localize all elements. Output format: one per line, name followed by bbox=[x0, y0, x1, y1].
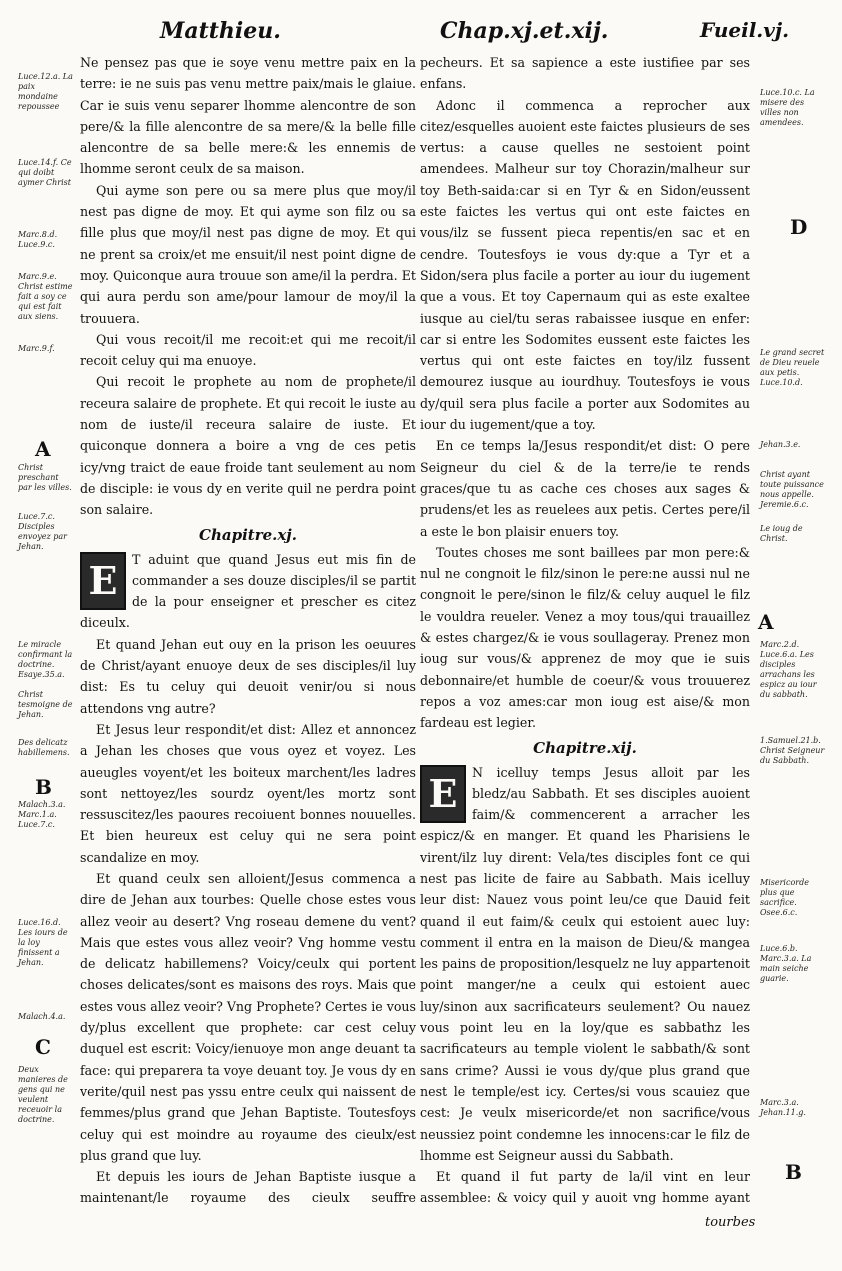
margin-note: Marc.9.e. Christ estime fait a soy ce qui est fait aux siens. bbox=[18, 272, 73, 321]
section-letter: B bbox=[785, 1160, 802, 1184]
running-head-chapter: Chap.xj.et.xij. bbox=[440, 18, 609, 44]
paragraph: Et depuis les iours de Jehan Baptiste iusque a maintenant/le royaume des cieulx seuffre bbox=[80, 1169, 416, 1206]
margin-note: Luce.16.d. Les iours de la loy finissent a Jehan. bbox=[18, 918, 68, 967]
decorated-initial: E bbox=[420, 765, 466, 823]
margin-note: Le miracle confirmant la doctrine. Esaye.35.a. bbox=[18, 640, 73, 679]
margin-note: Luce.7.c. Disciples envoyez par Jehan. bbox=[18, 512, 67, 551]
paragraph: Et quand ceulx sen alloient/Jesus commenca a dire de Jehan aux tourbes: Quelle chose estes vous allez veoir au desert? Vng roseau demene du vent? Mais que estes vous allez veoir? Vng homme vestu de delicatz habillemens? Voicy/ceulx qui portent choses delicates/sont es maisons des roys. Mais que estes vous allez veoir? Vng Prophete? Certes ie vous dy/plus excellent que prophete: car cest celuy duquel est escrit: Voicy/ienuoye mon ange deuant ta face: qui preparera ta voye deuant toy. Je vous dy en verite/quil nest pas yssu entre ceulx qui naissent de femmes/plus grand que Jehan Baptiste. Toutesfoys celuy qui est moindre au royaume des cieulx/est plus grand que luy. bbox=[80, 870, 416, 1163]
paragraph: Qui ayme son pere ou sa mere plus que moy/il nest pas digne de moy. Et qui ayme son filz ou sa fille plus que moy/il nest pas digne de moy. Et qui ne prent sa croix/et me ensuit/il nest point digne de moy. Quiconque aura trouue son ame/il la perdra. Et qui aura perdu son ame/pour lamour de moy/il la trouuera. bbox=[80, 182, 416, 326]
margin-note: Le ioug de Christ. bbox=[760, 524, 803, 543]
margin-note: 1.Samuel.21.b. Christ Seigneur du Sabbath. bbox=[760, 736, 825, 765]
running-head-folio: Fueil.vj. bbox=[700, 18, 790, 42]
margin-note: Jehan.3.e. bbox=[760, 440, 801, 449]
section-letter: B bbox=[35, 775, 52, 799]
margin-note: Marc.3.a. Jehan.11.g. bbox=[760, 1098, 806, 1117]
right-text-column bbox=[420, 52, 750, 1212]
paragraph: Qui recoit le prophete au nom de prophete/il receura salaire de prophete. Et qui recoit le iuste au nom de iuste/il receura salaire de iuste. Et quiconque donnera a boire a vng de ces petis icy/vng traict de eaue froide tant seulement au nom de disciple: ie vous dy en verite quil ne perdra point son salaire. bbox=[80, 374, 416, 518]
paragraph: Adonc il commenca a reprocher aux citez/esquelles auoient este faictes plusieurs de ses vertus: a cause quelles ne sestoient point amendees. Malheur sur toy Chorazin/malheur sur toy Beth-saida:car si en Tyr & en Sidon/eussent este faictes les vertus qui ont este faictes en vous/ilz se fussent pieca repentis/en sac et en cendre. Toutesfoys ie vous dy:que a Tyr et a Sidon/sera plus facile a porter au iour du iugement que a vous. Et toy Capernaum qui as este exaltee iusque au ciel/tu seras rabaissee iusque en enfer: car si entre les Sodomites eussent este faictes les vertus qui ont este faictes en toy/ilz fussent demourez iusque au iourdhuy. Toutesfoys ie vous dy/quil sera plus facile a porter aux Sodomites au iour du iugement/que a toy. bbox=[420, 97, 750, 433]
margin-note: Des delicatz habillemens. bbox=[18, 738, 70, 757]
left-text-column bbox=[80, 52, 416, 1212]
paragraph: Et quand Jehan eut ouy en la prison les oeuures de Christ/ayant enuoye deux de ses disciples/il luy dist: Es tu celuy qui deuoit venir/ou si nous attendons vng autre? bbox=[80, 636, 416, 716]
section-letter: A bbox=[758, 610, 774, 634]
chapter-heading: Chapitre.xj. bbox=[199, 525, 297, 544]
margin-note: Marc.9.f. bbox=[18, 344, 55, 353]
margin-note: Deux manieres de gens qui ne veulent receuoir la doctrine. bbox=[18, 1065, 68, 1124]
decorated-initial: E bbox=[80, 552, 126, 610]
paragraph: Ne pensez pas que ie soye venu mettre paix en la terre: ie ne suis pas venu mettre paix/mais le glaiue. Car ie suis venu separer lhomme alencontre de son pere/& la fille alencontre de sa mere/& la belle fille alencontre de sa belle mere:& les ennemis de lhomme seront ceulx de sa maison. bbox=[80, 55, 416, 177]
catchword: tourbes bbox=[705, 1215, 756, 1230]
running-head-book: Matthieu. bbox=[160, 18, 281, 44]
margin-note: Luce.14.f. Ce qui doibt aymer Christ bbox=[18, 158, 72, 187]
paragraph: pecheurs. Et sa sapience a este iustifiee par ses enfans. bbox=[420, 55, 750, 92]
margin-note: Luce.12.a. La paix mondaine repoussee bbox=[18, 72, 73, 111]
paragraph: Et Jesus leur respondit/et dist: Allez et annoncez a Jehan les choses que vous oyez et voyez. Les aueugles voyent/et les boiteux marchent/les ladres sont nettoyez/les sourdz oyent/les mortz sont ressuscitez/les paoures recoiuent bonnes nouuelles. Et bien heureux est celuy qui ne sera point scandalize en moy. bbox=[80, 721, 416, 865]
paragraph: Qui vous recoit/il me recoit:et qui me recoit/il recoit celuy qui ma enuoye. bbox=[80, 331, 416, 369]
margin-note: Malach.3.a. Marc.1.a. Luce.7.c. bbox=[18, 800, 66, 829]
chapter-heading: Chapitre.xij. bbox=[533, 738, 637, 757]
margin-note: Marc.8.d. Luce.9.c. bbox=[18, 230, 58, 249]
margin-note: Malach.4.a. bbox=[18, 1012, 66, 1021]
margin-note: Christ ayant toute puissance nous appelle. Jeremie.6.c. bbox=[760, 470, 824, 509]
section-letter: D bbox=[790, 215, 808, 239]
margin-note: Marc.2.d. Luce.6.a. Les disciples arrachans les espicz au iour du sabbath. bbox=[760, 640, 817, 699]
paragraph: Et quand il fut party de la/il vint en leur assemblee: & voicy quil y auoit vng homme ayant bbox=[420, 1169, 750, 1206]
margin-note: Luce.10.c. La misere des villes non amendees. bbox=[760, 88, 815, 127]
paragraph: N icelluy temps Jesus alloit par les bledz/au Sabbath. Et ses disciples auoient faim/& commencerent a arracher les espicz/& en manger. Et quand les Pharisiens le virent/ilz luy dirent: Vela/tes disciples font ce qui nest pas licite de faire au Sabbath. Mais icelluy leur dist: Nauez vous point leu/ce que Dauid feit quand il eut faim/& ceulx qui estoient auec luy: comment il entra en la maison de Dieu/& mangea les pains de proposition/lesquelz ne luy appartenoit point manger/ne a ceulx qui estoient auec luy/sinon aux sacrificateurs seulement? Ou nauez vous point leu en la loy/que es sabbathz les sacrificateurs au temple violent le sabbath/& sont sans crime? Aussi ie vous dy/que plus grand que nest le temple/est icy. Certes/si vous scauiez que cest: Je veulx misericorde/et non sacrifice/vous neussiez point condemne les innocens:car le filz de lhomme est Seigneur aussi du Sabbath. bbox=[420, 764, 750, 1163]
section-letter: C bbox=[35, 1035, 51, 1059]
margin-note: Christ tesmoigne de Jehan. bbox=[18, 690, 73, 719]
section-letter: A bbox=[35, 437, 51, 461]
margin-note: Misericorde plus que sacrifice. Osee.6.c. bbox=[760, 878, 809, 917]
margin-note: Le grand secret de Dieu reuele aux petis. Luce.10.d. bbox=[760, 348, 825, 387]
paragraph: En ce temps la/Jesus respondit/et dist: O pere Seigneur du ciel & de la terre/ie te rends graces/que tu as cache ces choses aux sages & prudens/et les as reuelees aux petis. Certes pere/il a este le bon plaisir enuers toy. bbox=[420, 438, 750, 539]
paragraph: Toutes choses me sont baillees par mon pere:& nul ne congnoit le filz/sinon le pere:ne aussi nul ne congnoit le pere/sinon le filz/& celuy auquel le filz le vouldra reueler. Venez a moy tous/qui trauaillez & estes chargez/& ie vous soullageray. Prenez mon ioug sur vous/& apprenez de moy que ie suis debonnaire/et humble de coeur/& vous trouuerez repos a voz ames:car mon ioug est aise/& mon fardeau est legier. bbox=[420, 544, 750, 731]
paragraph: T aduint que quand Jesus eut mis fin de commander a ses douze disciples/il se partit de la pour enseigner et prescher es citez diceulx. bbox=[80, 551, 416, 631]
margin-note: Luce.6.b. Marc.3.a. La main seiche guarie. bbox=[760, 944, 812, 983]
margin-note: Christ preschant par les villes. bbox=[18, 463, 72, 492]
